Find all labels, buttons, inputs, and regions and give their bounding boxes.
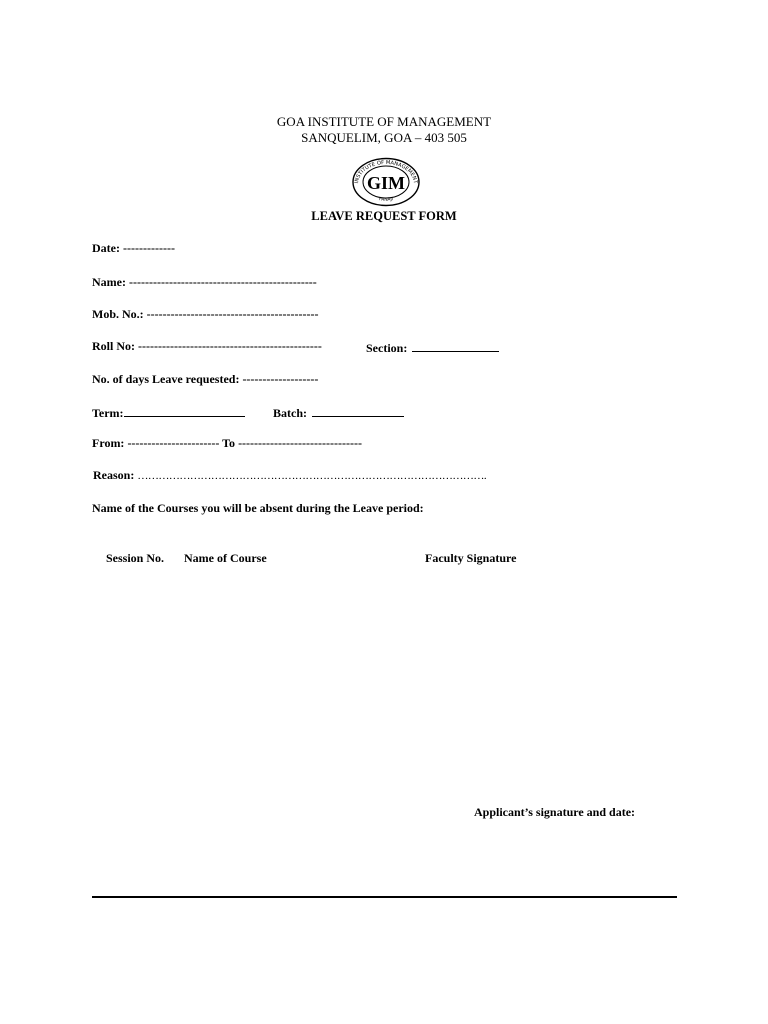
name-label: Name: [92, 275, 126, 289]
form-title: LEAVE REQUEST FORM [311, 209, 457, 223]
batch-label: Batch: [273, 406, 307, 420]
name-field[interactable] [92, 275, 317, 290]
term-blank [124, 404, 245, 417]
batch-blank [312, 404, 404, 417]
roll-number-label: Roll No: [92, 339, 135, 353]
institution-address: SANQUELIM, GOA – 403 505 [301, 130, 467, 145]
from-label: From: [92, 436, 125, 450]
gim-seal-icon [351, 157, 421, 207]
term-field[interactable] [92, 404, 245, 421]
to-label: To [222, 436, 236, 450]
section-label: Section: [366, 341, 408, 355]
logo-monogram: GIM [367, 173, 405, 193]
column-faculty-signature: Faculty Signature [425, 551, 517, 565]
section-field[interactable] [366, 339, 499, 356]
mobile-blank: ------------------------------------------- [146, 307, 319, 321]
mobile-label: Mob. No.: [92, 307, 144, 321]
reason-label: Reason: [93, 468, 135, 482]
institution-logo [351, 157, 421, 207]
roll-number-blank: ---------------------------------------------- [138, 339, 322, 353]
name-blank: ----------------------------------------------- [128, 275, 317, 289]
from-blank: ----------------------- [127, 436, 220, 450]
batch-field[interactable] [273, 404, 404, 421]
courses-heading: Name of the Courses you will be absent during the Leave period: [92, 501, 424, 515]
section-blank [412, 339, 499, 352]
date-blank: ------------- [122, 241, 175, 255]
mobile-field[interactable] [92, 307, 319, 322]
roll-number-field[interactable] [92, 339, 322, 354]
institution-name: GOA INSTITUTE OF MANAGEMENT [276, 114, 492, 129]
column-session-no: Session No. [106, 551, 165, 565]
reason-field[interactable] [93, 468, 486, 483]
applicant-signature-label: Applicant’s signature and date: [474, 805, 636, 819]
column-course-name: Name of Course [184, 551, 267, 565]
reason-blank: ………………………………………………………………………………………. [137, 470, 487, 482]
leave-days-label: No. of days Leave requested: [92, 372, 240, 386]
to-blank: ------------------------------- [238, 436, 362, 450]
term-label: Term: [92, 406, 124, 420]
logo-ring-text-bottom: PANAJI [378, 197, 394, 203]
leave-days-field[interactable] [92, 372, 318, 387]
footer-divider [92, 896, 677, 898]
logo-ring-text: INSTITUTE OF MANAGEMENT [353, 159, 419, 184]
date-field[interactable] [92, 241, 175, 256]
date-label: Date: [92, 241, 120, 255]
date-range-field[interactable] [92, 436, 362, 451]
leave-days-blank: ------------------- [242, 372, 319, 386]
